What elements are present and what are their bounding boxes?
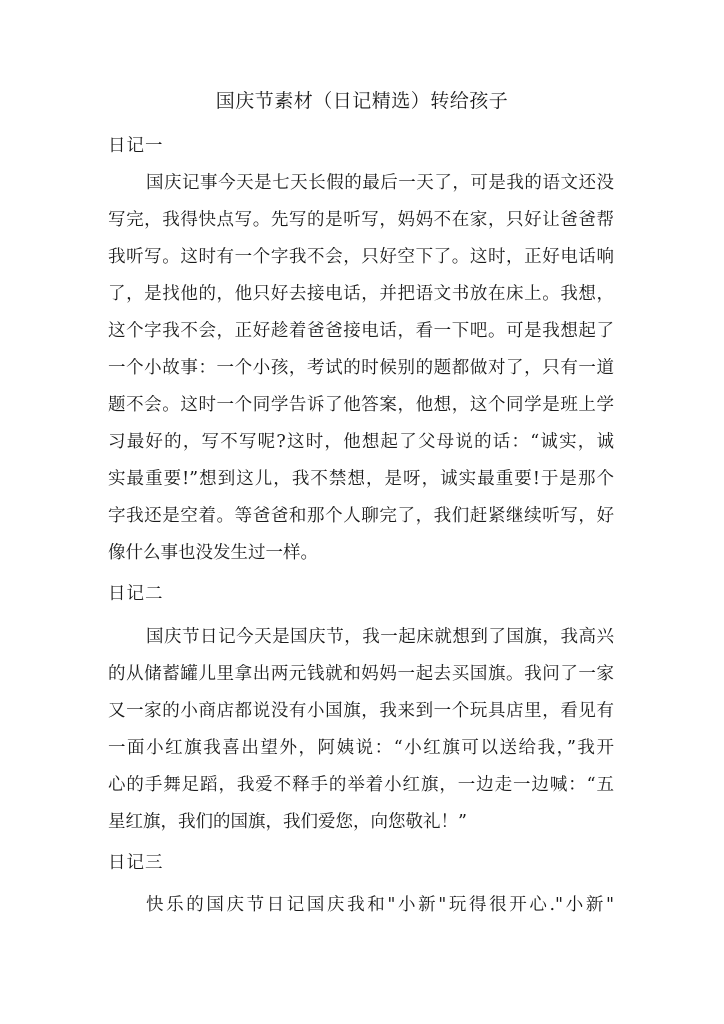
paragraph-line: 又一家的小商店都说没有小国旗，我来到一个玩具店里，看见有 bbox=[108, 701, 614, 721]
paragraph-line: 字我还是空着。等爸爸和那个人聊完了，我们赶紧继续听写，好 bbox=[108, 506, 614, 526]
paragraph-line: 实最重要!”想到这儿，我不禁想，是呀，诚实最重要!于是那个 bbox=[108, 469, 614, 489]
paragraph-line: 心的手舞足蹈，我爱不释手的举着小红旗，一边走一边喊：“五 bbox=[108, 775, 614, 795]
paragraph-line: 题不会。这时一个同学告诉了他答案，他想，这个同学是班上学 bbox=[108, 395, 614, 415]
paragraph-line: 国庆记事今天是七天长假的最后一天了，可是我的语文还没 bbox=[146, 173, 614, 193]
document-title: 国庆节素材（日记精选）转给孩子 bbox=[215, 90, 509, 112]
paragraph-line: 这个字我不会，正好趁着爸爸接电话，看一下吧。可是我想起了 bbox=[108, 321, 614, 341]
paragraph-line: 的从储蓄罐儿里拿出两元钱就和妈妈一起去买国旗。我问了一家 bbox=[108, 664, 614, 684]
paragraph-line: 星红旗，我们的国旗，我们爱您，向您敬礼！” bbox=[108, 812, 467, 832]
paragraph-line: 像什么事也没发生过一样。 bbox=[108, 543, 318, 563]
section-heading-diary-1: 日记一 bbox=[108, 136, 164, 156]
paragraph-line: 快乐的国庆节日记国庆我和"小新"玩得很开心."小新" bbox=[146, 895, 614, 915]
section-heading-diary-3: 日记三 bbox=[108, 853, 164, 873]
paragraph-line: 一面小红旗我喜出望外，阿姨说：“小红旗可以送给我，”我开 bbox=[108, 738, 614, 758]
section-heading-diary-2: 日记二 bbox=[108, 584, 164, 604]
paragraph-line: 一个小故事：一个小孩，考试的时候别的题都做对了，只有一道 bbox=[108, 358, 614, 378]
paragraph-line: 习最好的，写不写呢?这时，他想起了父母说的话：“诚实，诚 bbox=[108, 432, 614, 452]
paragraph-line: 国庆节日记今天是国庆节，我一起床就想到了国旗，我高兴 bbox=[146, 627, 614, 647]
paragraph-line: 我听写。这时有一个字我不会，只好空下了。这时，正好电话响 bbox=[108, 247, 614, 267]
paragraph-line: 写完，我得快点写。先写的是听写，妈妈不在家，只好让爸爸帮 bbox=[108, 210, 614, 230]
paragraph-line: 了，是找他的，他只好去接电话，并把语文书放在床上。我想， bbox=[108, 284, 614, 304]
